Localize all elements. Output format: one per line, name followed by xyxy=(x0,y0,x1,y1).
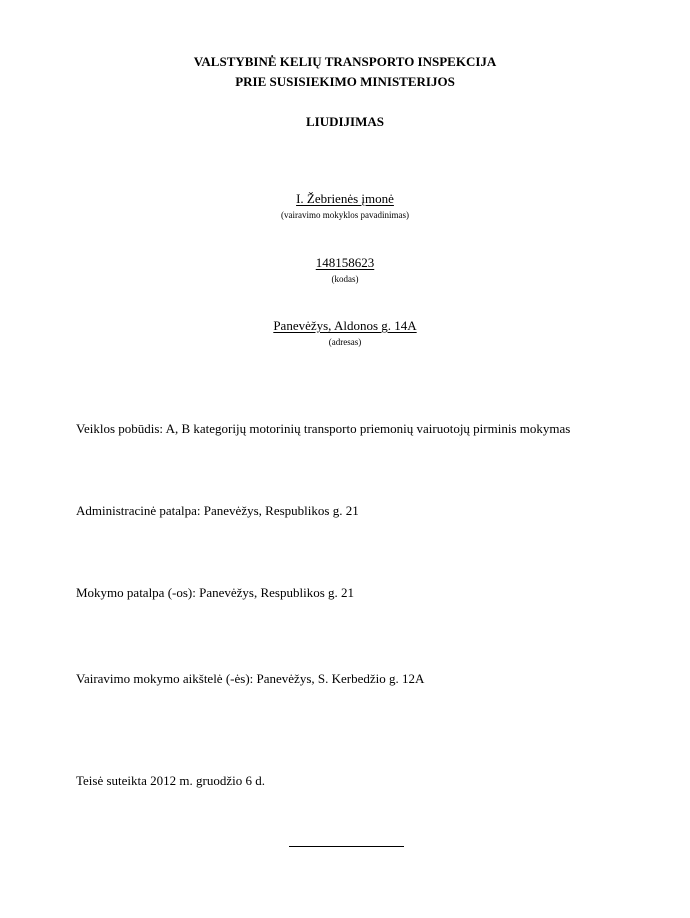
school-address-caption: (adresas) xyxy=(328,337,362,347)
institution-name: VALSTYBINĖ KELIŲ TRANSPORTO INSPEKCIJA xyxy=(193,54,497,69)
driving-training-ground: Vairavimo mokymo aikštelė (-ės): Panevėžys, S. Kerbedžio g. 12A xyxy=(76,671,425,686)
ministry-name: PRIE SUSISIEKIMO MINISTERIJOS xyxy=(235,74,455,89)
school-name: I. Žebrienės įmonė xyxy=(296,191,394,206)
document-title: LIUDIJIMAS xyxy=(305,114,384,129)
school-code-caption: (kodas) xyxy=(331,274,359,284)
training-premises: Mokymo patalpa (-os): Panevėžys, Respublikos g. 21 xyxy=(76,585,355,600)
school-code-field xyxy=(0,255,690,271)
school-address-field xyxy=(0,318,690,334)
right-granted-date: Teisė suteikta 2012 m. gruodžio 6 d. xyxy=(76,773,266,788)
administrative-premises: Administracinė patalpa: Panevėžys, Respublikos g. 21 xyxy=(76,503,359,518)
signature-line xyxy=(289,846,404,847)
school-name-field xyxy=(0,191,690,207)
school-code: 148158623 xyxy=(315,255,375,270)
school-address: Panevėžys, Aldonos g. 14A xyxy=(273,318,417,333)
school-name-caption: (vairavimo mokyklos pavadinimas) xyxy=(281,210,409,220)
activity-type: Veiklos pobūdis: A, B kategorijų motorinių transporto priemonių vairuotojų pirminis mokymas xyxy=(76,421,571,436)
